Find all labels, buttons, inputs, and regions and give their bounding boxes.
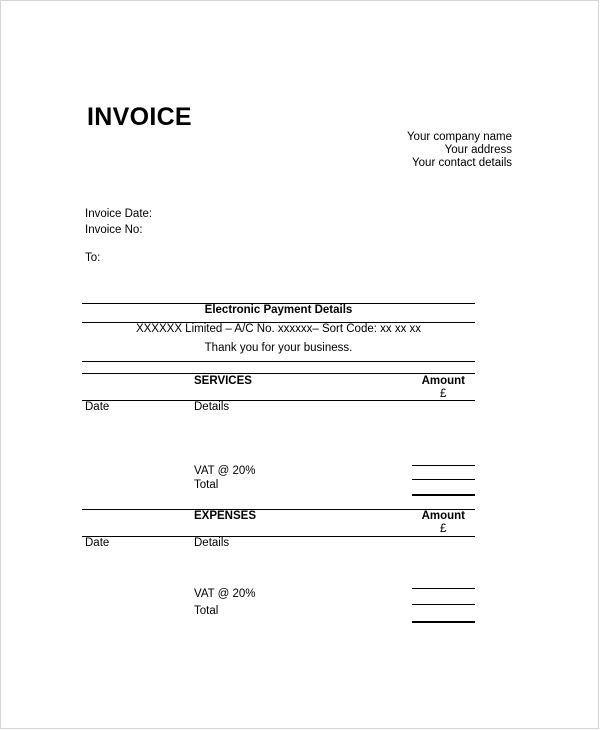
services-date-col: Date bbox=[85, 401, 110, 413]
expenses-total-rule bbox=[412, 621, 475, 623]
company-name: Your company name bbox=[406, 131, 512, 143]
company-address: Your address bbox=[444, 144, 512, 156]
expenses-date-col: Date bbox=[85, 537, 110, 549]
invoice-date-label: Invoice Date: bbox=[85, 208, 153, 220]
to-label: To: bbox=[85, 252, 101, 264]
expenses-subtotal-rule bbox=[412, 588, 475, 589]
services-details-col: Details bbox=[194, 401, 230, 413]
services-subtotal-rule bbox=[412, 465, 475, 466]
expenses-vat-rule bbox=[412, 604, 475, 605]
payment-thanks: Thank you for your business. bbox=[204, 342, 353, 354]
services-vat-rule bbox=[412, 479, 475, 480]
services-vat-label: VAT @ 20% bbox=[194, 465, 256, 477]
services-heading: SERVICES bbox=[194, 375, 252, 387]
expenses-details-col: Details bbox=[194, 537, 230, 549]
expenses-heading: EXPENSES bbox=[194, 510, 256, 522]
invoice-title: INVOICE bbox=[87, 103, 192, 131]
payment-heading: Electronic Payment Details bbox=[204, 304, 353, 316]
services-total-label: Total bbox=[194, 479, 219, 491]
services-currency: £ bbox=[440, 388, 447, 400]
expenses-header-rule bbox=[82, 536, 475, 537]
services-total-rule bbox=[412, 494, 475, 496]
company-contact: Your contact details bbox=[412, 157, 512, 169]
expenses-total-label: Total bbox=[194, 605, 219, 617]
expenses-amount-label: Amount bbox=[421, 510, 465, 522]
services-top-rule bbox=[82, 373, 475, 374]
payment-bottom-rule bbox=[82, 361, 475, 362]
services-amount-label: Amount bbox=[421, 375, 465, 387]
expenses-currency: £ bbox=[440, 523, 447, 535]
expenses-vat-label: VAT @ 20% bbox=[194, 588, 256, 600]
payment-account-line: XXXXXX Limited – A/C No. xxxxxx– Sort Code: xx xx xx bbox=[135, 323, 422, 335]
invoice-no-label: Invoice No: bbox=[85, 224, 143, 236]
services-header-rule bbox=[82, 400, 475, 401]
